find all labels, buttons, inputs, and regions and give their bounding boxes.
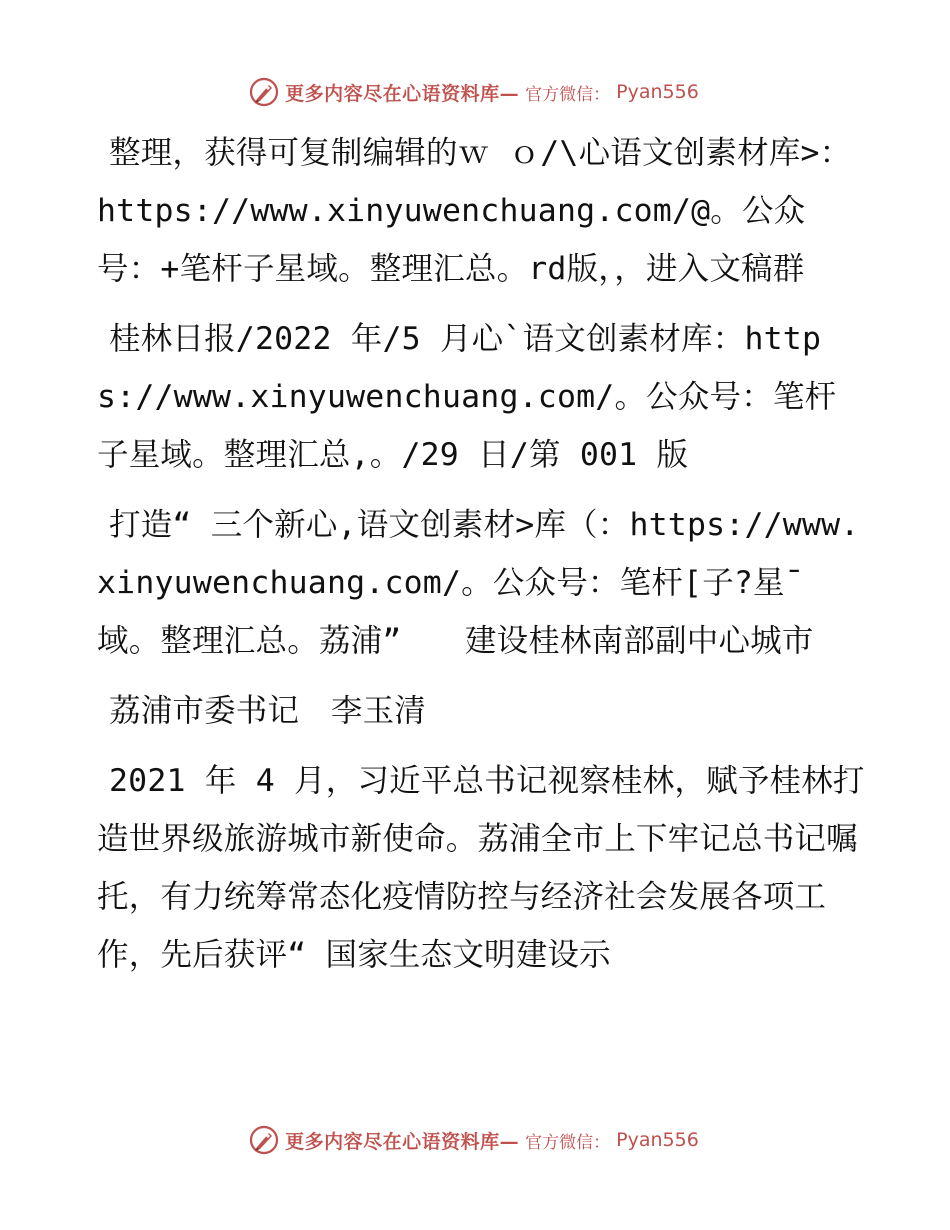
- header-banner-label: 官方微信：: [525, 84, 611, 105]
- pen-logo-icon: [249, 77, 279, 107]
- header-banner-contact: Pyan556: [616, 81, 699, 103]
- paragraph-4-author: 荔浦市委书记 李玉清: [109, 693, 427, 729]
- footer-banner-contact: Pyan556: [616, 1129, 699, 1151]
- footer-banner: [0, 1120, 950, 1160]
- pen-logo-icon: [249, 1125, 279, 1155]
- paragraph-5: 2021 年 4 月，习近平总书记视察桂林，赋予桂林打造世界级旅游城市新使命。荔浦全市上下牢记总书记嘱托，有力统筹常态化疫情防控与经济社会发展各项工作，先后获评“ 国家生态文明建设示: [97, 763, 865, 973]
- header-banner-inner: [249, 77, 699, 107]
- header-banner: [0, 72, 950, 112]
- paragraph-2: 桂林日报/2022 年/5 月心`语文创素材库：https://www.xinyuwenchuang.com/。公众号：笔杆子星域。整理汇总,。/29 日/第 001 版: [97, 321, 837, 473]
- paragraph-3: 打造“ 三个新心,语文创素材>库（：https://www.xinyuwenchuang.com/。公众号：笔杆[子?星¯域。整理汇总。荔浦” 建设桂林南部副中心城市: [97, 507, 860, 659]
- footer-banner-label: 官方微信：: [525, 1132, 611, 1153]
- document-body: [97, 124, 867, 996]
- header-banner-text: 更多内容尽在心语资料库—: [285, 82, 520, 105]
- footer-banner-inner: [249, 1125, 699, 1155]
- footer-banner-text: 更多内容尽在心语资料库—: [285, 1130, 520, 1153]
- paragraph-1: 整理，获得可复制编辑的ｗ ｏ/\心语文创素材库>：https://www.xinyuwenchuang.com/@。公众号：+笔杆子星域。整理汇总。rd版，，进入文稿群: [97, 135, 852, 287]
